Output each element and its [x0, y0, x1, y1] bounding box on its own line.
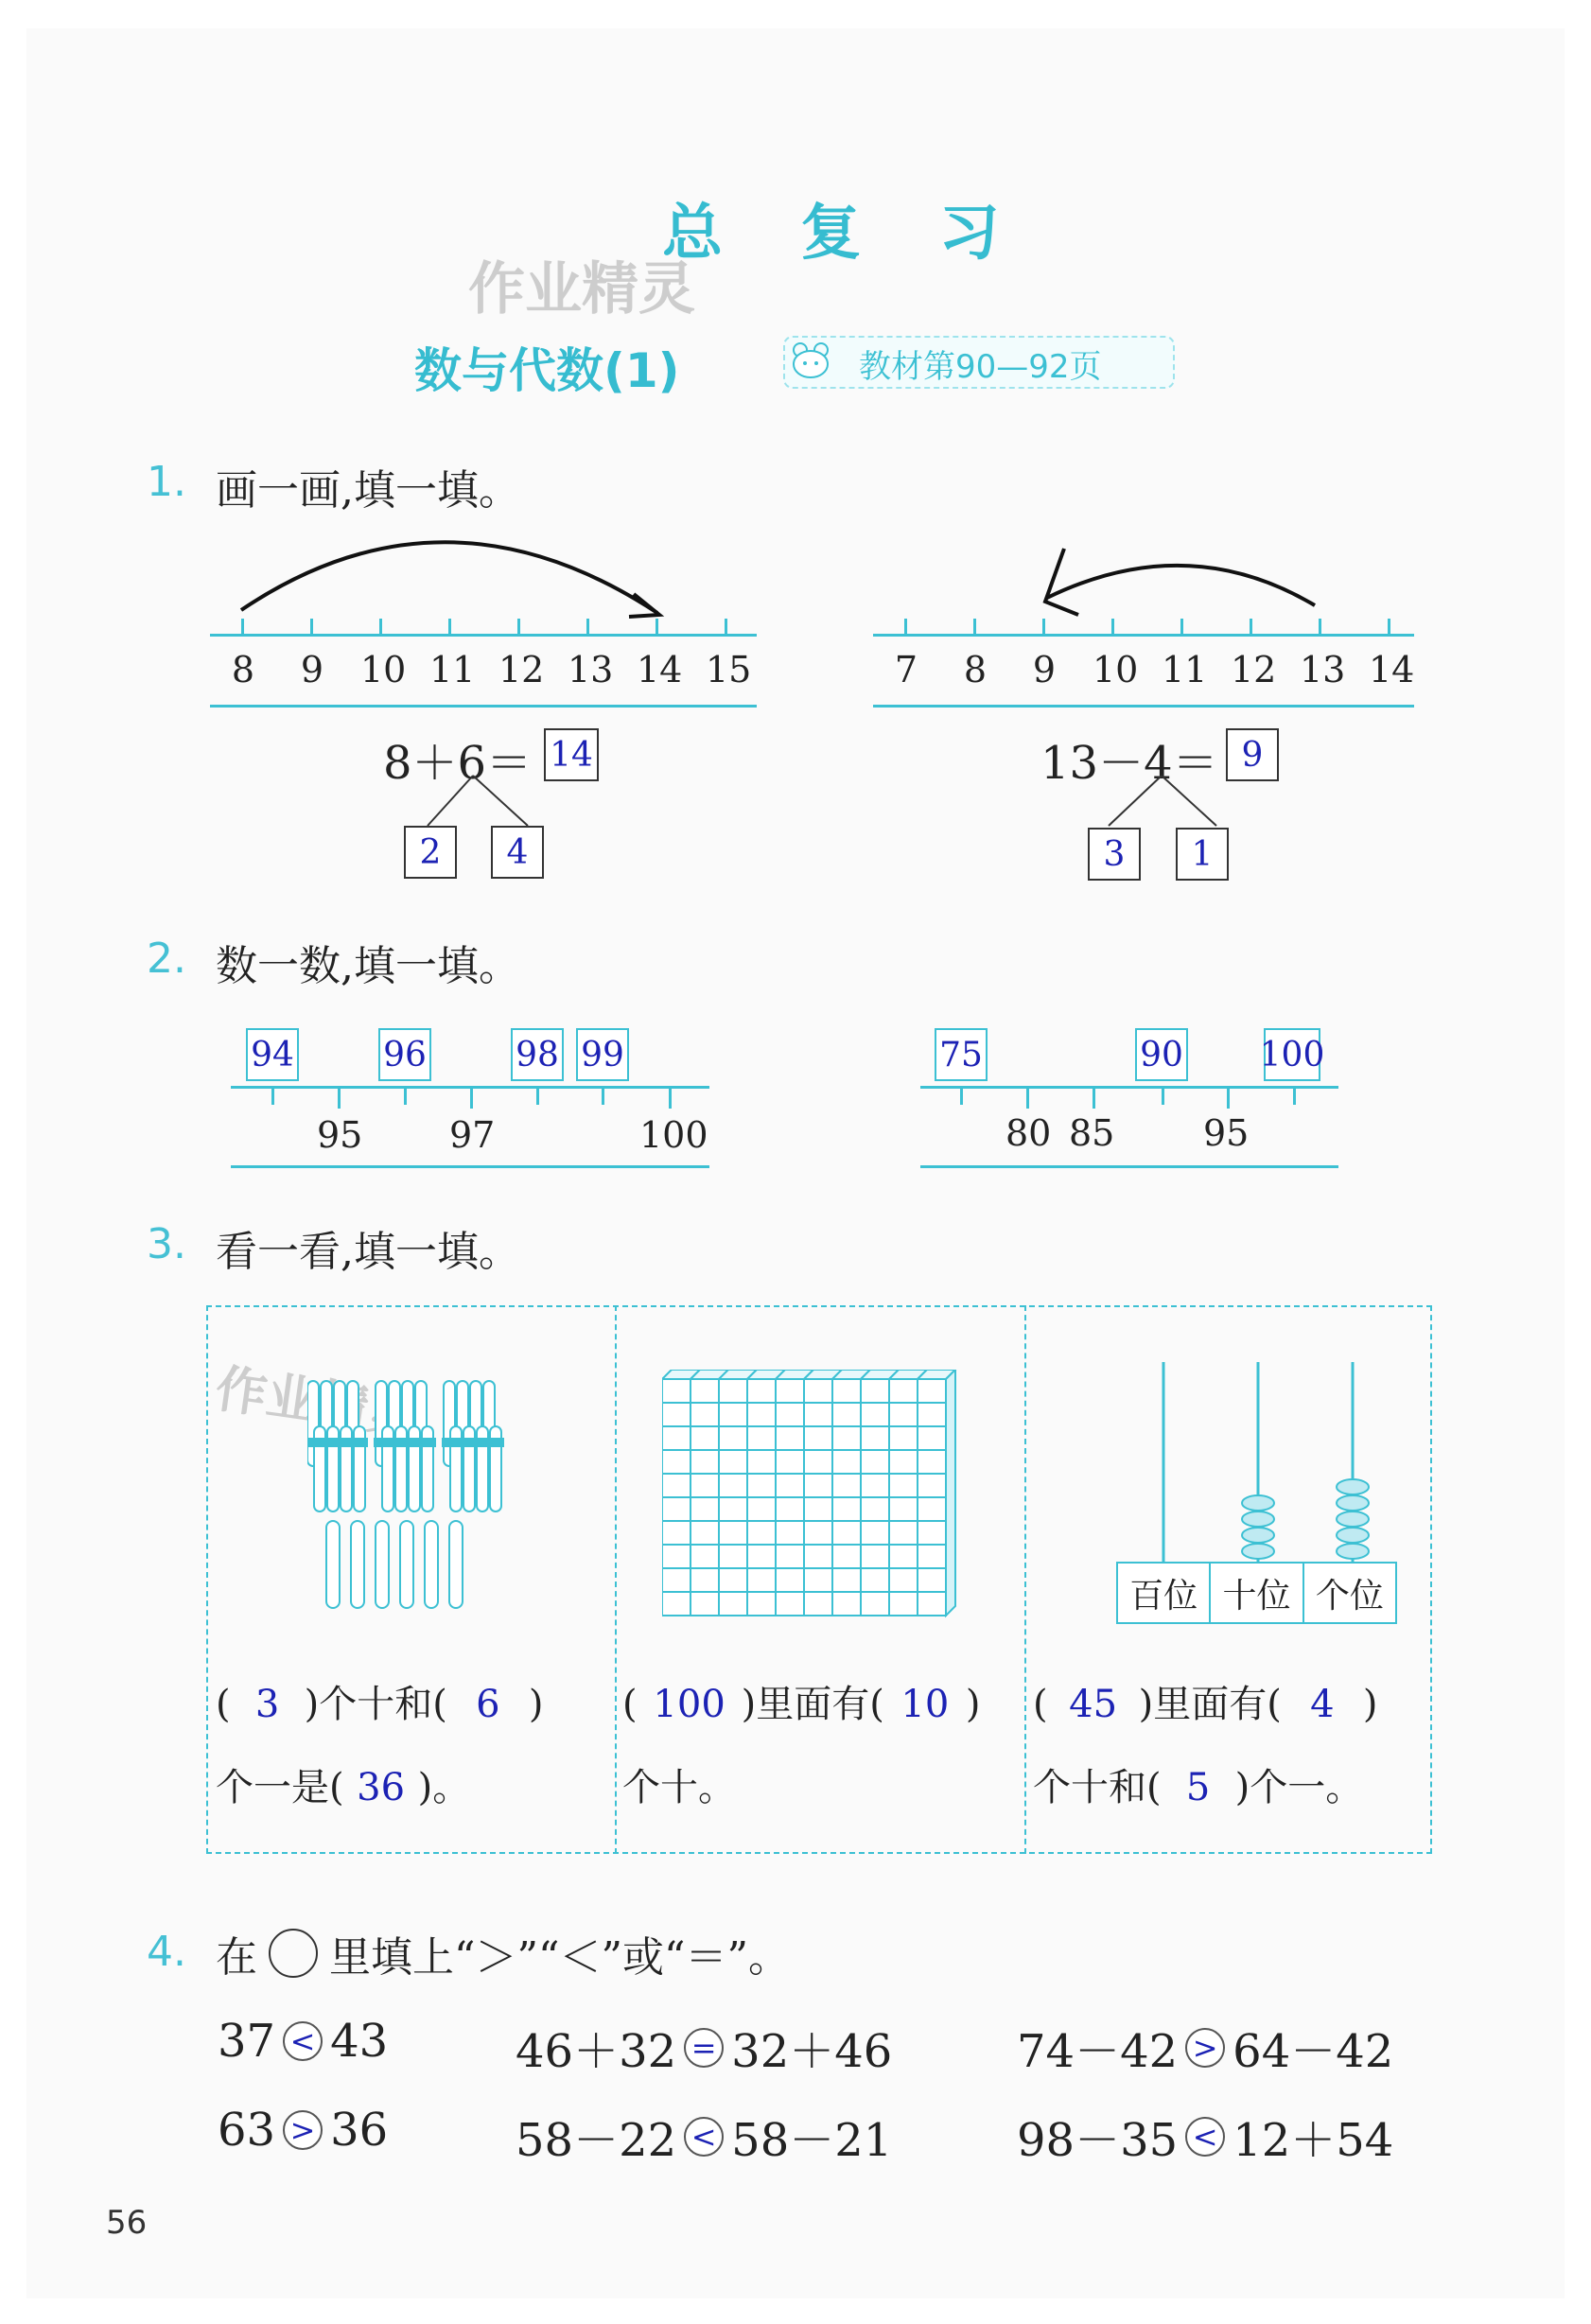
text: 个一是( [216, 1766, 344, 1809]
count-box: 99 [576, 1028, 629, 1081]
cube [747, 1521, 776, 1545]
cube [889, 1426, 918, 1450]
cube [662, 1545, 691, 1568]
panel3-line1: ( 45 )里面有( 4 ) [1033, 1683, 1378, 1726]
single-stick [326, 1521, 340, 1608]
split-box: 3 [1088, 828, 1141, 881]
cube [804, 1592, 832, 1616]
cube [832, 1497, 861, 1521]
cube [804, 1474, 832, 1497]
abacus-bead [1337, 1528, 1369, 1543]
right-expr: 12＋54 [1233, 2114, 1394, 2167]
tick [1250, 619, 1252, 636]
panel-divider [615, 1305, 617, 1854]
tick-label: 10 [360, 649, 407, 690]
split-lines [1107, 771, 1220, 828]
cube [918, 1450, 946, 1474]
panel-divider [1024, 1305, 1026, 1854]
cube [719, 1450, 747, 1474]
cube [747, 1568, 776, 1592]
cube [889, 1379, 918, 1403]
number-line-bottom [920, 1165, 1338, 1168]
abacus-bead [1242, 1544, 1274, 1559]
tick-label: 10 [1093, 649, 1139, 690]
cube [889, 1545, 918, 1568]
cube [832, 1568, 861, 1592]
split-lines [426, 771, 539, 828]
tick [536, 1086, 539, 1105]
tick [1026, 1088, 1029, 1109]
abacus-bead [1242, 1495, 1274, 1511]
cube [719, 1592, 747, 1616]
cube [747, 1403, 776, 1426]
cube [776, 1568, 804, 1592]
split-box: 2 [404, 826, 457, 879]
cube [719, 1497, 747, 1521]
cube [861, 1450, 889, 1474]
cube [691, 1426, 719, 1450]
answer: 6 [476, 1683, 500, 1726]
single-stick [351, 1521, 364, 1608]
tick [1293, 1086, 1296, 1105]
bundle-band [374, 1438, 436, 1447]
count-box: 96 [378, 1028, 431, 1081]
right-expr: 36 [330, 2104, 389, 2157]
comparison-item [516, 2104, 892, 2169]
cube [776, 1450, 804, 1474]
number-line [920, 1086, 1338, 1089]
left-expr: 37 [218, 2015, 276, 2068]
cube [747, 1426, 776, 1450]
count-box: 75 [935, 1028, 988, 1081]
tick-label: 12 [1231, 649, 1277, 690]
number-line-bottom [210, 705, 757, 708]
panel2-line2 [622, 1757, 736, 1811]
cube [889, 1521, 918, 1545]
place-hundreds: 百位 [1118, 1564, 1211, 1622]
watermark: 作业精灵 [468, 256, 695, 323]
cube [832, 1545, 861, 1568]
comparison-circle: < [1185, 2117, 1225, 2157]
tick-label: 9 [1032, 649, 1057, 690]
comparison-circle: < [283, 2021, 323, 2061]
comparison-item [516, 2015, 892, 2080]
tick [1319, 619, 1321, 636]
text: 个十和( [1033, 1766, 1162, 1809]
answer: 10 [900, 1683, 950, 1726]
cube [889, 1474, 918, 1497]
left-expr: 58－22 [516, 2114, 677, 2167]
text: )里面有( [1138, 1683, 1282, 1726]
tick [448, 619, 451, 636]
cube [719, 1521, 747, 1545]
comparison-circle: > [283, 2110, 323, 2150]
abacus-bead [1242, 1511, 1274, 1527]
place-label-row [1116, 1562, 1397, 1624]
equation: 13－4＝ [1040, 737, 1218, 790]
tick-label: 14 [1369, 649, 1415, 690]
cube [776, 1521, 804, 1545]
tick [271, 1086, 274, 1105]
cube [861, 1568, 889, 1592]
question-number: 2. [147, 935, 186, 983]
tick [1093, 1088, 1095, 1109]
cube [776, 1592, 804, 1616]
single-stick [425, 1521, 438, 1608]
single-stick [376, 1521, 389, 1608]
number-line-bottom [873, 705, 1414, 708]
cube-side [946, 1370, 955, 1616]
tick [1162, 1086, 1164, 1105]
answer: 36 [357, 1766, 406, 1809]
cube [776, 1474, 804, 1497]
cube [691, 1403, 719, 1426]
cube [662, 1426, 691, 1450]
page-title: 总 复 习 [662, 199, 1028, 269]
tick-label: 9 [300, 649, 324, 690]
cube [691, 1474, 719, 1497]
tick-label: 8 [963, 649, 988, 690]
cube [747, 1379, 776, 1403]
tick [1227, 1088, 1230, 1109]
cube [804, 1545, 832, 1568]
cube [918, 1521, 946, 1545]
cube [861, 1545, 889, 1568]
panel1-line2 [216, 1757, 470, 1811]
comparison-circle: = [684, 2028, 724, 2068]
tick [960, 1086, 963, 1105]
cube [719, 1474, 747, 1497]
cube [889, 1568, 918, 1592]
split-box: 4 [491, 826, 544, 879]
left-expr: 98－35 [1017, 2114, 1179, 2167]
tick [338, 1088, 341, 1109]
cube [691, 1521, 719, 1545]
text: )个十和( [304, 1683, 447, 1726]
cube [832, 1592, 861, 1616]
tick-label: 85 [1069, 1112, 1115, 1154]
cube [861, 1403, 889, 1426]
tick-label: 12 [498, 649, 545, 690]
stick-bundles-image [307, 1379, 516, 1616]
cube [832, 1403, 861, 1426]
abacus-bead [1337, 1495, 1369, 1511]
text: )。 [417, 1766, 471, 1809]
single-stick [449, 1521, 463, 1608]
cube [832, 1474, 861, 1497]
cube [889, 1592, 918, 1616]
cube [804, 1403, 832, 1426]
cube [889, 1450, 918, 1474]
cube [804, 1521, 832, 1545]
tick [1042, 619, 1045, 636]
hundred-block-image [662, 1370, 979, 1623]
text: 里填上“＞”“＜”或“＝”。 [329, 1933, 790, 1982]
cube [832, 1379, 861, 1403]
cube [719, 1379, 747, 1403]
cube [662, 1450, 691, 1474]
cube [662, 1592, 691, 1616]
comparison-item [218, 2015, 388, 2068]
question-text: 画一画,填一填。 [216, 466, 520, 515]
cube [832, 1450, 861, 1474]
cube [889, 1403, 918, 1426]
cube [804, 1568, 832, 1592]
cube [832, 1521, 861, 1545]
cube [804, 1497, 832, 1521]
cube [918, 1403, 946, 1426]
cube [776, 1379, 804, 1403]
cube [719, 1545, 747, 1568]
tick [310, 619, 313, 636]
question-text [216, 1923, 790, 1983]
tick [379, 619, 382, 636]
count-box: 90 [1135, 1028, 1188, 1081]
tick [586, 619, 589, 636]
bear-icon [790, 341, 831, 380]
tick [669, 1088, 672, 1109]
textbook-ref: 教材第90—92页 [859, 348, 1102, 386]
comparison-item [1017, 2015, 1393, 2080]
text: )里面有( [741, 1683, 884, 1726]
tick [470, 1088, 473, 1109]
tick [1180, 619, 1183, 636]
cube [662, 1379, 691, 1403]
bundle-band [442, 1438, 504, 1447]
split-box: 1 [1176, 828, 1229, 881]
tick-label: 95 [317, 1114, 363, 1156]
question-number: 4. [147, 1928, 186, 1976]
cube [861, 1497, 889, 1521]
cube [691, 1450, 719, 1474]
cube [776, 1426, 804, 1450]
arc-arrow-right [227, 511, 672, 624]
right-expr: 32＋46 [731, 2025, 893, 2078]
right-expr: 58－21 [731, 2114, 893, 2167]
cube [918, 1379, 946, 1403]
cube [719, 1426, 747, 1450]
cube [861, 1426, 889, 1450]
cube [861, 1521, 889, 1545]
count-box: 98 [511, 1028, 564, 1081]
text: )个一。 [1234, 1766, 1364, 1809]
cube [747, 1450, 776, 1474]
answer-box: 9 [1226, 728, 1279, 781]
number-line [210, 634, 757, 637]
question-number: 1. [147, 458, 186, 506]
cube [918, 1426, 946, 1450]
tick [973, 619, 976, 636]
comparison-item [1017, 2104, 1393, 2169]
cube [662, 1568, 691, 1592]
tick [241, 619, 244, 636]
tick-label: 80 [1005, 1112, 1052, 1154]
tick-label: 11 [1162, 649, 1208, 690]
cube [691, 1568, 719, 1592]
cube [747, 1592, 776, 1616]
tick [1388, 619, 1390, 636]
answer: 4 [1310, 1683, 1335, 1726]
answer: 5 [1185, 1766, 1211, 1809]
tick-label: 14 [637, 649, 683, 690]
tick [404, 1086, 407, 1105]
tick-label: 7 [894, 649, 918, 690]
tick-label: 97 [449, 1114, 496, 1156]
cube [918, 1592, 946, 1616]
answer-box: 14 [544, 728, 599, 781]
question-text: 数一数,填一填。 [216, 942, 520, 990]
tick-label: 95 [1203, 1112, 1250, 1154]
cube [918, 1568, 946, 1592]
number-line [873, 634, 1414, 637]
answer: 45 [1069, 1683, 1118, 1726]
cube [691, 1379, 719, 1403]
comparison-item [218, 2104, 388, 2157]
cube [719, 1403, 747, 1426]
circle-icon [269, 1929, 318, 1978]
abacus-bead [1337, 1511, 1369, 1527]
left-expr: 63 [218, 2104, 276, 2157]
left-expr: 74－42 [1017, 2025, 1179, 2078]
cube [918, 1474, 946, 1497]
tick [1111, 619, 1114, 636]
abacus-bead [1337, 1544, 1369, 1559]
cube [861, 1379, 889, 1403]
panel3-line2 [1033, 1757, 1363, 1811]
bundle-band [307, 1438, 368, 1447]
panel2-line1: ( 100 )里面有( 10 ) [622, 1683, 981, 1726]
tick [725, 619, 727, 636]
cube [804, 1379, 832, 1403]
cube [691, 1497, 719, 1521]
cube [662, 1497, 691, 1521]
tick-label: 13 [1300, 649, 1346, 690]
page-number: 56 [106, 2204, 148, 2242]
count-box: 94 [246, 1028, 299, 1081]
cube [691, 1545, 719, 1568]
question-text: 看一看,填一填。 [216, 1228, 520, 1276]
cube [889, 1497, 918, 1521]
tick [602, 1086, 604, 1105]
arc-arrow-left [1036, 539, 1329, 624]
cube [918, 1545, 946, 1568]
cube [662, 1403, 691, 1426]
tick-label: 15 [706, 649, 752, 690]
cube [747, 1474, 776, 1497]
panel1-line1: ( 3 )个十和( 6 ) [216, 1683, 544, 1726]
cube [861, 1474, 889, 1497]
cube [776, 1403, 804, 1426]
cube [691, 1592, 719, 1616]
abacus-bead [1242, 1528, 1274, 1543]
single-stick [400, 1521, 413, 1608]
cube [832, 1426, 861, 1450]
tick [904, 619, 907, 636]
number-line-bottom [231, 1165, 709, 1168]
tick [656, 619, 658, 636]
text: 个十。 [622, 1766, 736, 1809]
cube [662, 1521, 691, 1545]
section-subtitle: 数与代数(1) [414, 343, 680, 398]
cube [776, 1545, 804, 1568]
tick-label: 100 [639, 1114, 708, 1156]
left-expr: 46＋32 [516, 2025, 677, 2078]
right-expr: 64－42 [1233, 2025, 1394, 2078]
cube [747, 1545, 776, 1568]
answer: 100 [653, 1683, 726, 1726]
right-expr: 43 [330, 2015, 389, 2068]
text: 在 [216, 1933, 257, 1982]
cube [918, 1497, 946, 1521]
tick [517, 619, 520, 636]
cube [662, 1474, 691, 1497]
cube [804, 1450, 832, 1474]
cube [776, 1497, 804, 1521]
cube [861, 1592, 889, 1616]
answer: 3 [254, 1683, 280, 1726]
cube [719, 1568, 747, 1592]
abacus-bead [1337, 1479, 1369, 1494]
cube [804, 1426, 832, 1450]
question-number: 3. [147, 1220, 186, 1268]
comparison-circle: > [1185, 2028, 1225, 2068]
cube [747, 1497, 776, 1521]
comparison-circle: < [684, 2117, 724, 2157]
tick-label: 13 [568, 649, 614, 690]
place-tens: 十位 [1211, 1564, 1303, 1622]
place-ones: 个位 [1315, 1576, 1384, 1616]
tick-label: 11 [429, 649, 476, 690]
count-box: 100 [1264, 1028, 1320, 1081]
equation: 8＋6＝ [383, 737, 533, 790]
tick-label: 8 [231, 649, 255, 690]
